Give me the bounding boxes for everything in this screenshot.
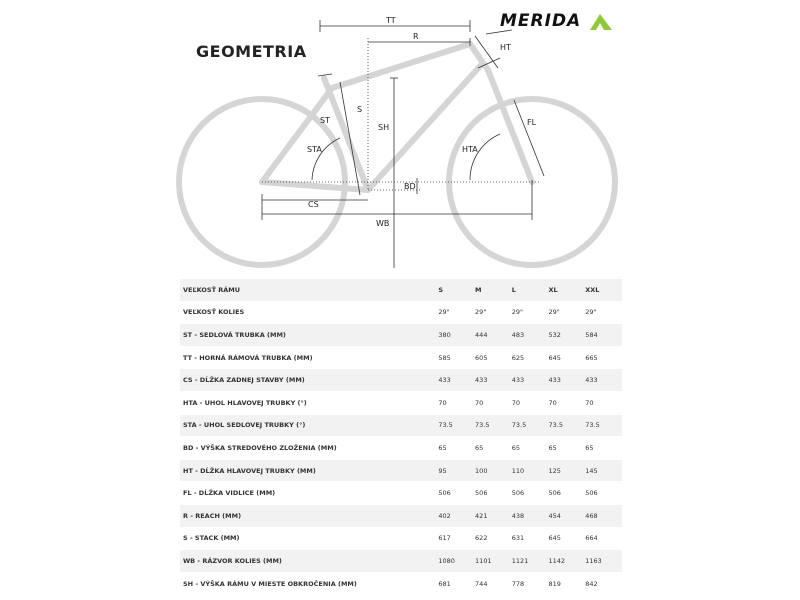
row-label: CS - DĹŽKA ZADNEJ STAVBY (MM): [180, 369, 438, 392]
row-value: 645: [549, 527, 586, 550]
table-row: [180, 572, 622, 595]
row-value: 110: [512, 459, 549, 482]
table-row: [180, 346, 622, 369]
row-label: TT - HORNÁ RÁMOVÁ TRUBKA (MM): [180, 346, 438, 369]
row-value: 70: [549, 391, 586, 414]
row-value: 778: [512, 572, 549, 595]
table-row: [180, 437, 622, 460]
row-value: 617: [438, 527, 475, 550]
row-value: 506: [549, 482, 586, 505]
row-label: BD - VÝŠKA STREDOVÉHO ZLOŽENIA (MM): [180, 437, 438, 460]
row-value: 65: [585, 437, 622, 460]
row-value: 73.5: [475, 414, 512, 437]
logo-text: MERIDA: [500, 11, 582, 31]
row-value: 444: [475, 324, 512, 347]
page-title: GEOMETRIA: [196, 42, 307, 61]
header-size: M: [475, 279, 512, 301]
row-value: 454: [549, 504, 586, 527]
row-value: 70: [438, 391, 475, 414]
row-value: 665: [585, 346, 622, 369]
row-value: 70: [585, 391, 622, 414]
label-ht: HT: [500, 43, 511, 52]
table-row: [180, 369, 622, 392]
row-value: 402: [438, 504, 475, 527]
row-value: 1080: [438, 550, 475, 573]
geometry-table: [180, 279, 622, 595]
row-value: 421: [475, 504, 512, 527]
row-label: HTA - UHOL HLAVOVEJ TRUBKY (°): [180, 391, 438, 414]
row-value: 744: [475, 572, 512, 595]
row-value: 438: [512, 504, 549, 527]
row-value: 433: [549, 369, 586, 392]
row-label: VEĽKOSŤ KOLIES: [180, 301, 438, 324]
row-value: 29": [438, 301, 475, 324]
row-label: FL - DĹŽKA VIDLICE (MM): [180, 482, 438, 505]
row-value: 506: [512, 482, 549, 505]
row-value: 622: [475, 527, 512, 550]
row-value: 1142: [549, 550, 586, 573]
label-r: R: [413, 32, 419, 41]
row-value: 631: [512, 527, 549, 550]
row-value: 584: [585, 324, 622, 347]
label-hta: HTA: [462, 145, 478, 154]
row-value: 433: [585, 369, 622, 392]
row-value: 65: [475, 437, 512, 460]
row-value: 65: [438, 437, 475, 460]
row-value: 532: [549, 324, 586, 347]
row-label: R - REACH (MM): [180, 504, 438, 527]
row-value: 73.5: [512, 414, 549, 437]
label-st: ST: [320, 116, 330, 125]
row-value: 70: [512, 391, 549, 414]
row-value: 125: [549, 459, 586, 482]
table-row: [180, 391, 622, 414]
row-value: 73.5: [438, 414, 475, 437]
label-sh: SH: [378, 123, 390, 132]
row-label: WB - RÁZVOR KOLIES (MM): [180, 550, 438, 573]
table-row: [180, 527, 622, 550]
table-row: [180, 482, 622, 505]
row-value: 65: [549, 437, 586, 460]
row-value: 1163: [585, 550, 622, 573]
row-value: 73.5: [549, 414, 586, 437]
row-value: 506: [438, 482, 475, 505]
row-value: 1121: [512, 550, 549, 573]
row-label: S - STACK (MM): [180, 527, 438, 550]
bike-geometry-diagram: [0, 0, 800, 280]
row-value: 585: [438, 346, 475, 369]
row-value: 380: [438, 324, 475, 347]
row-value: 681: [438, 572, 475, 595]
row-value: 95: [438, 459, 475, 482]
row-value: 625: [512, 346, 549, 369]
row-value: 506: [585, 482, 622, 505]
row-value: 483: [512, 324, 549, 347]
table-row: [180, 414, 622, 437]
row-value: 664: [585, 527, 622, 550]
row-value: 433: [475, 369, 512, 392]
header-size: XL: [549, 279, 586, 301]
row-value: 1101: [475, 550, 512, 573]
label-wb: WB: [376, 219, 390, 228]
table-header-row: [180, 279, 622, 301]
header-label: VEĽKOSŤ RÁMU: [180, 279, 438, 301]
label-s: S: [357, 105, 363, 114]
row-value: 73.5: [585, 414, 622, 437]
label-fl: FL: [527, 118, 537, 127]
label-cs: CS: [308, 200, 319, 209]
row-value: 433: [438, 369, 475, 392]
row-value: 819: [549, 572, 586, 595]
dimension-lines: [262, 20, 544, 268]
row-value: 29": [475, 301, 512, 324]
row-value: 29": [549, 301, 586, 324]
table-row: [180, 301, 622, 324]
row-label: ST - SEDLOVÁ TRUBKA (MM): [180, 324, 438, 347]
row-value: 145: [585, 459, 622, 482]
table-row: [180, 550, 622, 573]
row-value: 468: [585, 504, 622, 527]
table-row: [180, 459, 622, 482]
row-value: 29": [512, 301, 549, 324]
header-size: L: [512, 279, 549, 301]
label-tt: TT: [386, 16, 396, 25]
table-row: [180, 504, 622, 527]
bike-frame: [262, 44, 532, 190]
row-label: STA - UHOL SEDLOVEJ TRUBKY (°): [180, 414, 438, 437]
row-value: 433: [512, 369, 549, 392]
row-value: 506: [475, 482, 512, 505]
row-value: 645: [549, 346, 586, 369]
row-value: 842: [585, 572, 622, 595]
row-value: 65: [512, 437, 549, 460]
row-value: 605: [475, 346, 512, 369]
label-bd: BD: [404, 182, 416, 191]
table-row: [180, 324, 622, 347]
row-value: 29": [585, 301, 622, 324]
row-label: SH - VÝŠKA RÁMU V MIESTE OBKROČENIA (MM): [180, 572, 438, 595]
row-label: HT - DĹŽKA HLAVOVEJ TRUBKY (MM): [180, 459, 438, 482]
label-sta: STA: [307, 145, 322, 154]
header-size: XXL: [585, 279, 622, 301]
header-size: S: [438, 279, 475, 301]
row-value: 70: [475, 391, 512, 414]
row-value: 100: [475, 459, 512, 482]
